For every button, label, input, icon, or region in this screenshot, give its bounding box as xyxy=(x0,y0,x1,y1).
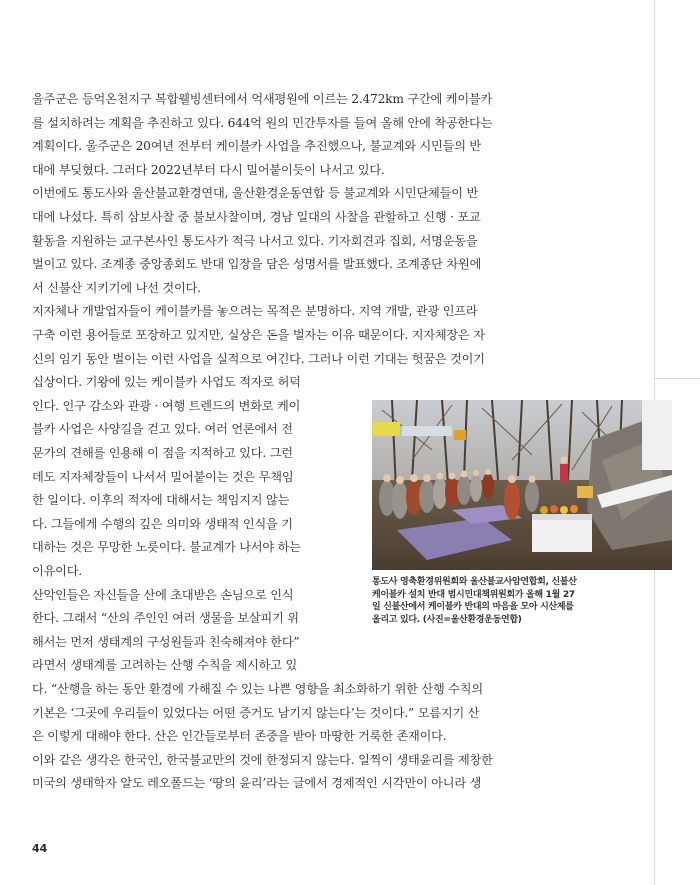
text-line: 은 이렇게 대해야 한다. 산은 인간들로부터 존중을 받아 마땅한 거룩한 존재이다. xyxy=(32,729,447,744)
text-line: 다. “산행을 하는 동안 환경에 가해질 수 있는 나쁜 영향을 최소화하기 위한 산행 수칙의 xyxy=(32,682,483,696)
text-line: 한다. 그래서 “산의 주인인 여러 생물을 보살피기 위 xyxy=(32,611,299,626)
text-line: 이와 같은 생각은 한국인, 한국불교만의 것에 한정되지 않는다. 일찍이 생태윤리를 제창한 xyxy=(32,752,493,767)
text-line: 이유이다. xyxy=(32,563,82,578)
text-line: 인다. 인구 감소와 관광 · 여행 트렌드의 변화로 케이 xyxy=(32,398,301,413)
paragraph-4-continued xyxy=(32,678,520,749)
text-line: 기본은 ‘그곳에 우리들이 있었다는 어떤 증거도 남기지 않는다’는 것이다.” 모름지기 산 xyxy=(32,705,480,720)
paragraph-1 xyxy=(32,88,520,182)
page-margin-rule-horizontal xyxy=(654,378,700,379)
text-line: 산악인들은 자신들을 산에 초대받은 손님으로 인식 xyxy=(32,587,294,602)
text-line: 십상이다. 기왕에 있는 케이블카 사업도 적자로 허덕 xyxy=(32,375,301,390)
paragraph-3-narrow xyxy=(32,371,337,583)
text-line: 구축 이런 용어들로 포장하고 있지만, 실상은 돈을 벌자는 이유 때문이다. 지자체장은 자 xyxy=(32,327,485,342)
text-line: 해서는 먼저 생태계의 구성원들과 친숙해져야 한다” xyxy=(32,634,300,649)
caption-line: 일 신불산에서 케이블카 반대의 마음을 모아 시산제를 xyxy=(372,602,574,612)
paragraph-5 xyxy=(32,749,520,796)
text-line: 라면서 생태계를 고려하는 산행 수칙을 제시하고 있 xyxy=(32,658,298,673)
text-line: 데도 지자체장들이 나서서 밀어붙이는 것은 무책임 xyxy=(32,469,294,484)
text-line: 계획이다. 울주군은 20여년 전부터 케이블카 사업을 추진했으나, 불교계와 시민들의 반 xyxy=(32,139,482,154)
caption-line: 올리고 있다. (사진=울산환경운동연합) xyxy=(372,614,522,625)
text-line: 울주군은 등억온천지구 복합웰빙센터에서 억새평원에 이르는 2.472km 구간에 케이블카 xyxy=(32,92,493,106)
paragraph-2 xyxy=(32,182,520,300)
text-line: 미국의 생태학자 알도 레오폴드는 ‘땅의 윤리’라는 글에서 경제적인 시각만이 아니라 생 xyxy=(32,776,482,791)
caption-line: 통도사 영축환경위원회와 울산불교사암연합회, 신불산 xyxy=(372,577,577,587)
text-line: 신의 임기 동안 벌이는 이런 사업을 실적으로 여긴다. 그러나 이런 기대는 헛꿈은 것이기 xyxy=(32,351,485,366)
paragraph-4 xyxy=(32,584,337,678)
text-line: 이번에도 통도사와 울산불교환경연대, 울산환경운동연합 등 불교계와 시민단체들이 반 xyxy=(32,186,479,201)
text-line: 블카 사업은 사양길을 걷고 있다. 여러 언론에서 전 xyxy=(32,422,293,437)
text-line: 다. 그들에게 수행의 깊은 의미와 생태적 인식을 기 xyxy=(32,516,293,531)
text-line: 대에 나섰다. 특히 삼보사찰 중 불보사찰이며, 경남 일대의 사찰을 관할하고 신행 · 포교 xyxy=(32,209,481,224)
text-line: 활동을 지원하는 교구본사인 통도사가 적극 나서고 있다. 기자회견과 집회, 서명운동을 xyxy=(32,233,478,248)
text-line: 지자체나 개발업자들이 케이블카를 놓으려는 목적은 분명하다. 지역 개발, 관광 인프라 xyxy=(32,304,478,319)
text-line: 서 신불산 지키기에 나선 것이다. xyxy=(32,280,201,295)
ceremony-photo xyxy=(372,400,672,570)
text-line: 문가의 견해를 인용해 이 점을 지적하고 있다. 그런 xyxy=(32,445,293,460)
text-line: 대에 부딪혔다. 그러다 2022년부터 다시 밀어붙이듯이 나서고 있다. xyxy=(32,162,385,177)
text-line: 한 일이다. 이후의 적자에 대해서는 책임지지 않는 xyxy=(32,493,290,508)
text-line: 를 설치하려는 계획을 추진하고 있다. 644억 원의 민간투자를 들여 올해 안에 착공한다는 xyxy=(32,115,493,130)
caption-line: 케이블카 설치 반대 범시민대책위원회가 올해 1월 27 xyxy=(372,589,575,600)
text-line: 벌이고 있다. 조계종 중앙종회도 반대 입장을 담은 성명서를 발표했다. 조계종단 차원에 xyxy=(32,257,482,272)
paragraph-3 xyxy=(32,300,520,371)
photo-caption xyxy=(372,576,642,626)
text-line: 대하는 것은 무망한 노릇이다. 불교계가 나서야 하는 xyxy=(32,540,301,555)
page-number: 44 xyxy=(32,842,48,855)
